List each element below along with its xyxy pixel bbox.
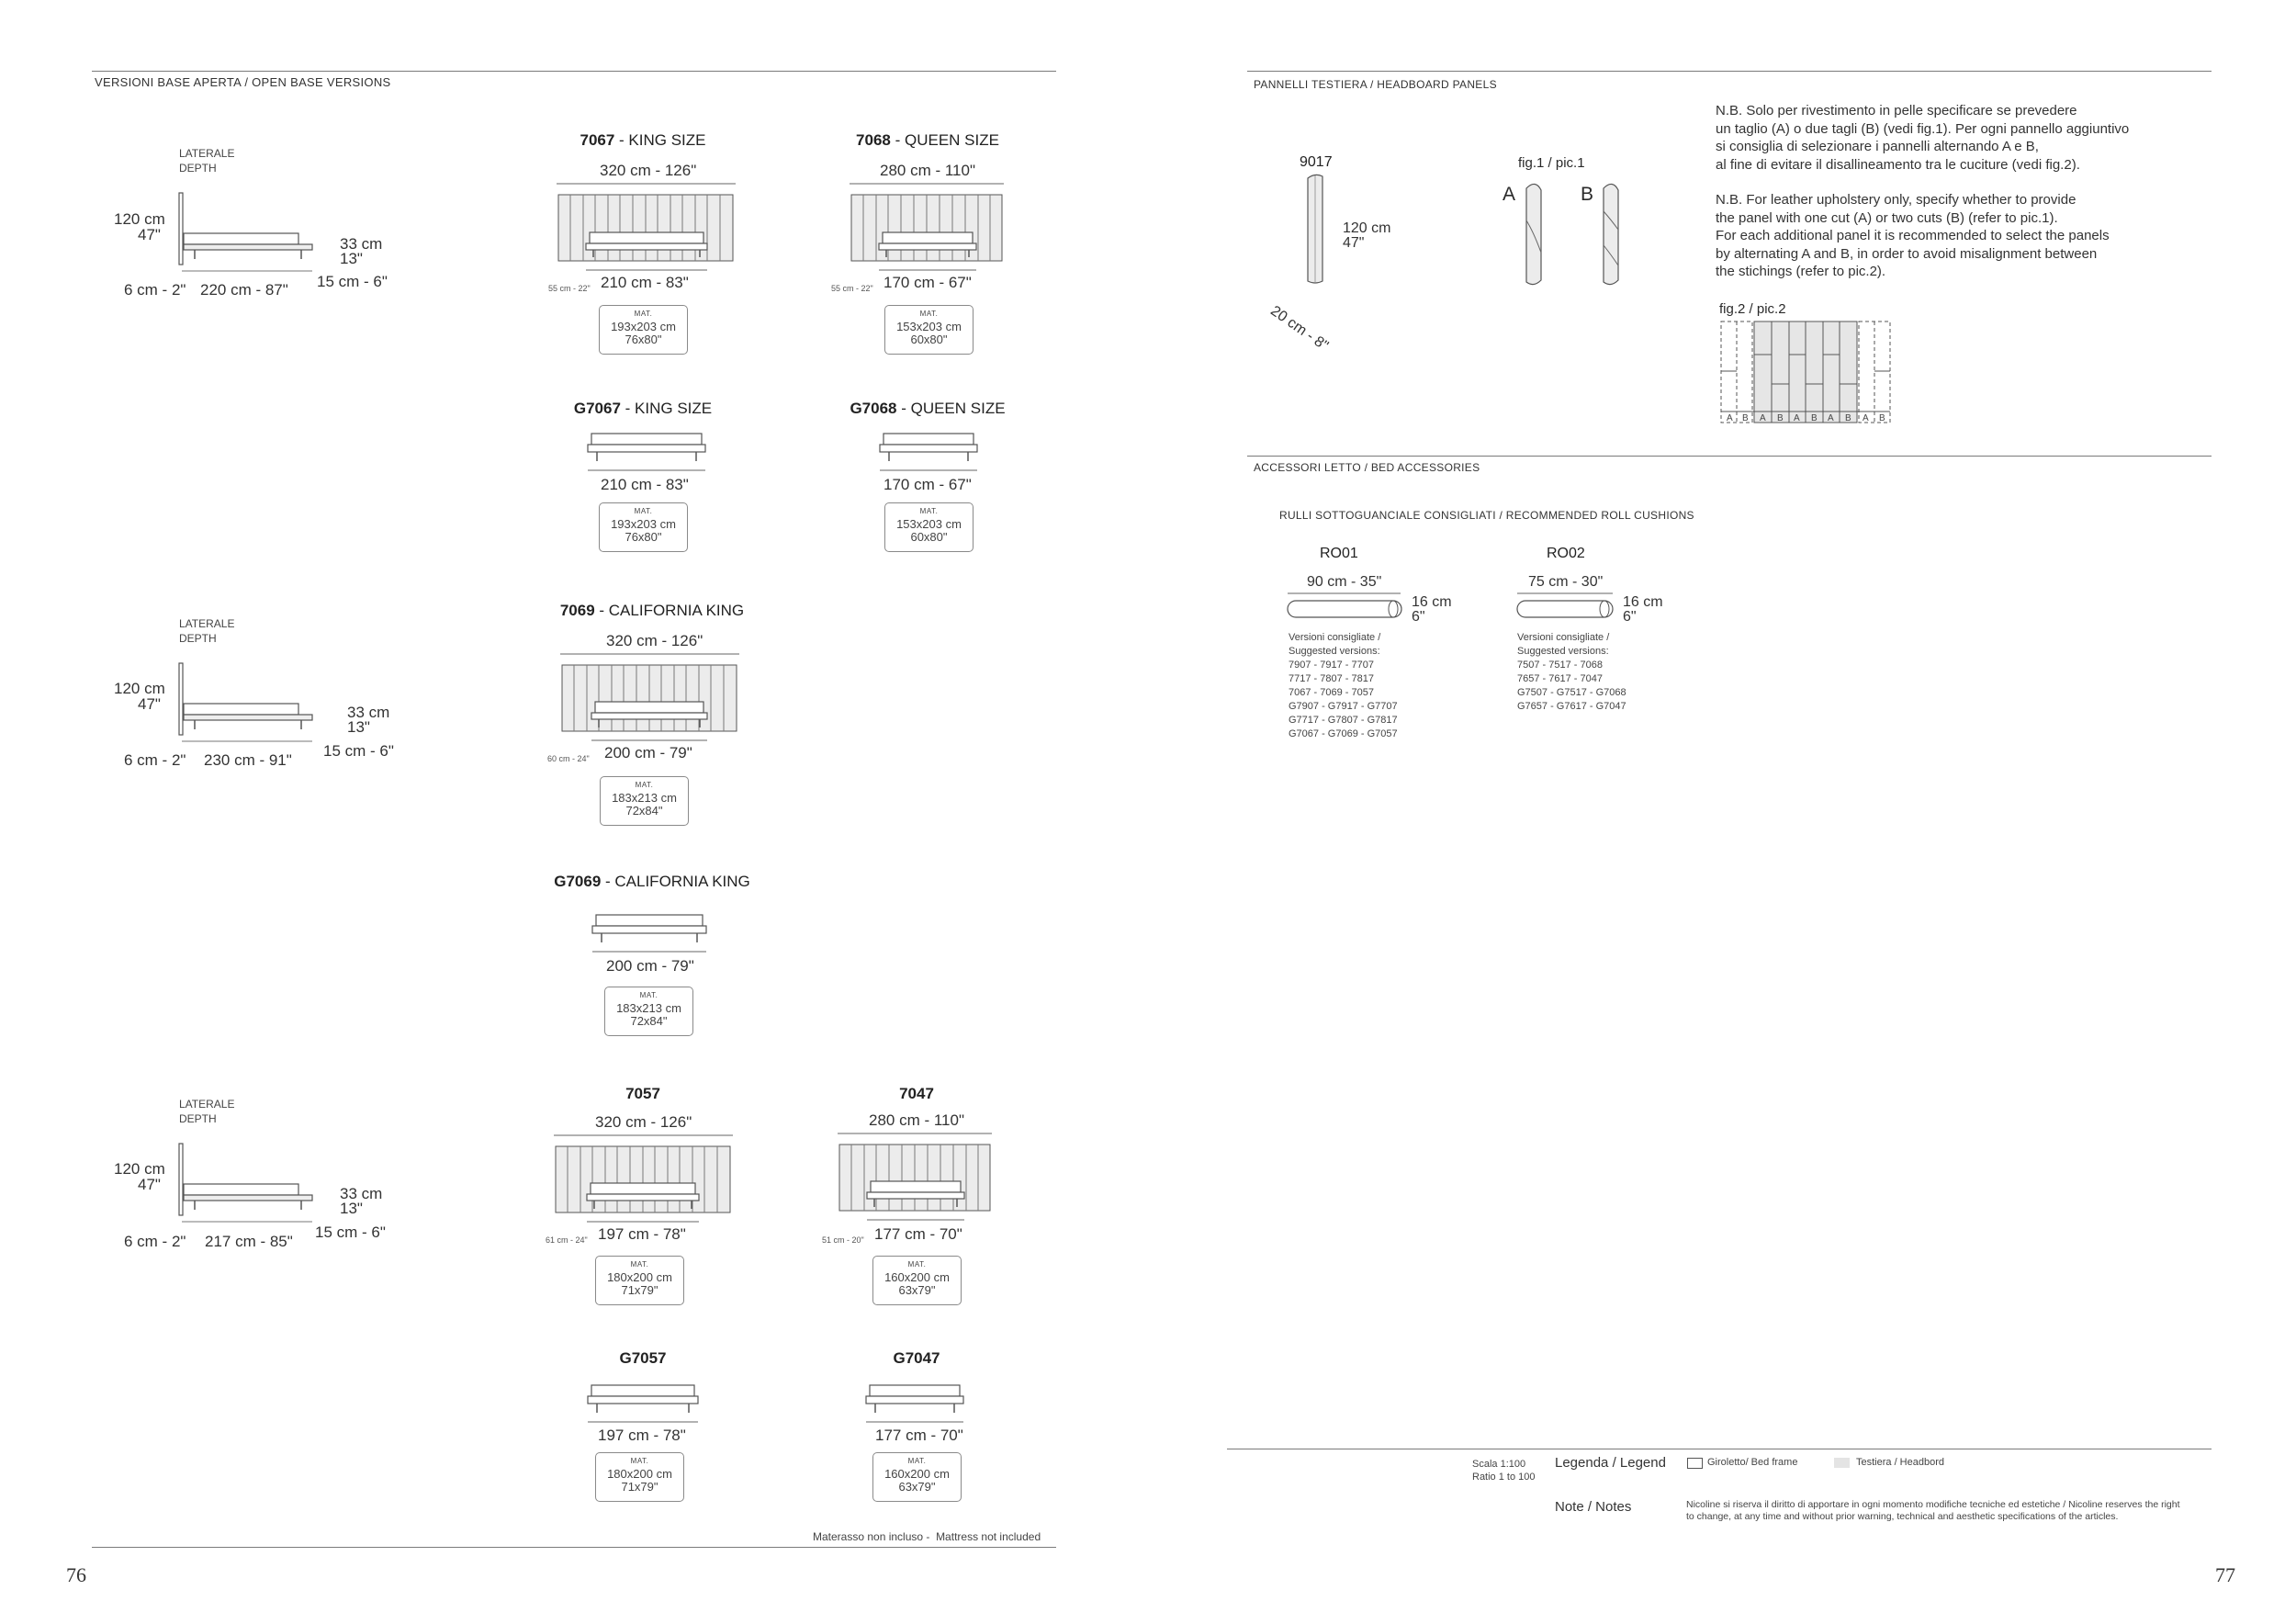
mattress-label: MAT. [635, 781, 654, 789]
disclaimer [1686, 1499, 2180, 1523]
bed-overall: 320 cm - 126" [606, 632, 703, 649]
disclaimer-line: to change, at any time and without prior warning, technical and aesthetic specifications of the articles. [1686, 1511, 2119, 1522]
mattress-box [595, 1256, 684, 1305]
mattress-cm: 183x213 cm [616, 1001, 681, 1015]
mattress-in: 63x79" [898, 1283, 936, 1297]
note-line: For each additional panel it is recommended to select the panels [1716, 228, 2110, 243]
bed-overall: 280 cm - 110" [869, 1111, 964, 1129]
roll-line: Versioni consigliate / [1517, 632, 1610, 643]
roll-line: Suggested versions: [1289, 646, 1380, 657]
mattress-label: MAT. [630, 1457, 649, 1465]
bed-width: 170 cm - 67" [884, 476, 972, 493]
bed-width: 177 cm - 70" [875, 1427, 963, 1444]
bed-width: 210 cm - 83" [601, 476, 689, 493]
roll-drawing [1286, 593, 1405, 621]
side-base-in: 13" [347, 718, 370, 736]
bed-size: - CALIFORNIA KING [594, 602, 745, 619]
fig2-letter: A [1760, 413, 1766, 423]
panel-code: 9017 [1300, 154, 1333, 170]
bed-side-width: 55 cm - 22" [548, 284, 591, 293]
side-height-cm: 120 cm [114, 680, 165, 697]
mattress-label: MAT. [919, 310, 939, 318]
side-label-1: LATERALE [179, 1098, 235, 1111]
roll-dia-in: 6" [1412, 609, 1425, 625]
bed-front-drawing [588, 434, 707, 479]
bed-code: G7067 [573, 400, 621, 417]
note-line: si consiglia di selezionare i pannelli alternando A e B, [1716, 139, 2039, 154]
bed-size: - KING SIZE [614, 131, 706, 149]
bed-overall: 280 cm - 110" [880, 162, 975, 179]
side-base-in: 13" [340, 1200, 363, 1217]
fig1-caption: fig.1 / pic.1 [1518, 155, 1585, 171]
mattress-box [599, 305, 688, 355]
mattress-label: MAT. [630, 1260, 649, 1269]
bed-title [551, 1085, 735, 1103]
fig2-letter: B [1845, 413, 1851, 423]
roll-line: 7717 - 7807 - 7817 [1289, 673, 1374, 684]
side-view-drawing-3 [174, 1144, 321, 1226]
mattress-in: 60x80" [910, 333, 948, 346]
mattress-in: 71x79" [621, 1480, 658, 1494]
side-label-1: LATERALE [179, 617, 235, 630]
mattress-in: 72x84" [625, 804, 663, 818]
note-line: by alternating A and B, in order to avoid misalignment between [1716, 245, 2098, 262]
fig2-letter: A [1794, 413, 1800, 423]
fig1-letter-b: B [1581, 184, 1594, 205]
mattress-cm: 193x203 cm [611, 320, 676, 333]
bed-code: 7069 [559, 602, 595, 619]
mattress-cm: 193x203 cm [611, 517, 676, 531]
note-line: the stichings (refer to pic.2). [1716, 264, 1886, 279]
fig2-letter: A [1828, 413, 1834, 423]
note-line: N.B. Solo per rivestimento in pelle specificare se prevedere [1716, 103, 2077, 118]
mattress-in: 76x80" [625, 333, 662, 346]
headboard-drawing [554, 1135, 737, 1236]
legend-label: Legenda / Legend [1555, 1455, 1666, 1471]
legend-frame-label: Giroletto/ Bed frame [1707, 1457, 1798, 1468]
scale-label: Scala 1:100 [1472, 1459, 1526, 1470]
mattress-in: 60x80" [910, 530, 948, 544]
panel-height-cm: 120 cm [1343, 220, 1391, 236]
mattress-cm: 153x203 cm [896, 517, 962, 531]
roll-dia-cm: 16 cm [1412, 594, 1452, 610]
roll-suggested-versions [1289, 631, 1398, 741]
mattress-box [595, 1452, 684, 1502]
side-head: 6 cm - 2" [124, 751, 186, 769]
ratio-label: Ratio 1 to 100 [1472, 1472, 1536, 1483]
side-length: 220 cm - 87" [200, 281, 288, 299]
bed-title [551, 131, 735, 150]
page-number-left: 76 [66, 1563, 86, 1586]
roll-code: RO02 [1547, 546, 1585, 561]
bed-overall: 320 cm - 126" [600, 162, 697, 179]
bed-code: 7068 [856, 131, 891, 149]
mattress-in: 71x79" [621, 1283, 658, 1297]
mattress-box [884, 502, 974, 552]
mattress-label: MAT. [907, 1260, 927, 1269]
top-rule-left [92, 71, 1056, 72]
bed-width: 177 cm - 70" [874, 1225, 962, 1243]
side-base-cm: 33 cm [340, 235, 383, 253]
headboard-drawing [560, 654, 744, 755]
panel-height-in: 47" [1343, 235, 1365, 251]
side-view-drawing-1 [174, 193, 321, 276]
bed-title [836, 131, 1019, 150]
roll-line: G7657 - G7617 - G7047 [1517, 701, 1626, 712]
bed-code: 7067 [580, 131, 615, 149]
side-head: 6 cm - 2" [124, 1233, 186, 1250]
fig1-letter-a: A [1503, 184, 1516, 205]
note-line: N.B. For leather upholstery only, specify whether to provide [1716, 192, 2077, 208]
side-height-in: 47" [138, 695, 161, 713]
note-line: al fine di evitare il disallineamento tra le cuciture (vedi fig.2). [1716, 156, 2080, 173]
side-length: 217 cm - 85" [205, 1233, 293, 1250]
bed-title [836, 400, 1019, 418]
mattress-cm: 153x203 cm [896, 320, 962, 333]
side-leg: 15 cm - 6" [317, 273, 388, 290]
mattress-cm: 180x200 cm [607, 1467, 672, 1481]
note-english [1716, 191, 2110, 281]
panel-drawing [1304, 173, 1341, 292]
mattress-box [872, 1256, 962, 1305]
bed-size: - CALIFORNIA KING [601, 873, 750, 890]
roll-line: Suggested versions: [1517, 646, 1609, 657]
bed-width: 200 cm - 79" [604, 744, 692, 761]
bed-title [551, 873, 753, 891]
fig2-letter: A [1863, 413, 1869, 423]
panel-width: 20 cm - 8" [1267, 303, 1332, 355]
mattress-box [872, 1452, 962, 1502]
roll-line: 7907 - 7917 - 7707 [1289, 660, 1374, 671]
bed-width: 200 cm - 79" [606, 957, 694, 975]
roll-line: G7717 - G7807 - G7817 [1289, 715, 1398, 726]
note-line: the panel with one cut (A) or two cuts (B) (refer to pic.1). [1716, 209, 2058, 226]
top-rule-right [1247, 71, 2212, 72]
side-head: 6 cm - 2" [124, 281, 186, 299]
mattress-box [884, 305, 974, 355]
bottom-rule-left [92, 1547, 1056, 1548]
bed-title [825, 1349, 1008, 1368]
fig2-letter: A [1727, 413, 1733, 423]
bed-width: 170 cm - 67" [884, 274, 972, 291]
fig2-letter: B [1742, 413, 1749, 423]
bed-size: - QUEEN SIZE [890, 131, 999, 149]
bed-code: 7057 [625, 1085, 660, 1102]
roll-suggested-versions [1517, 631, 1626, 714]
side-height-in: 47" [138, 1176, 161, 1193]
side-label-2: DEPTH [179, 162, 217, 175]
bed-side-width: 51 cm - 20" [822, 1235, 864, 1245]
roll-line: G7507 - G7517 - G7068 [1517, 687, 1626, 698]
side-label-2: DEPTH [179, 1112, 217, 1125]
mattress-label: MAT. [919, 507, 939, 515]
mattress-box [604, 987, 693, 1036]
note-line: un taglio (A) o due tagli (B) (vedi fig.1). Per ogni pannello aggiuntivo [1716, 120, 2130, 137]
fig2-letter: B [1879, 413, 1885, 423]
roll-line: 7507 - 7517 - 7068 [1517, 660, 1603, 671]
bed-side-width: 60 cm - 24" [547, 754, 590, 763]
side-label-1: LATERALE [179, 147, 235, 160]
bed-size: - QUEEN SIZE [896, 400, 1006, 417]
roll-code: RO01 [1320, 546, 1358, 561]
bed-code: 7047 [899, 1085, 934, 1102]
roll-dia-cm: 16 cm [1623, 594, 1663, 610]
accessories-rule [1247, 456, 2212, 457]
bed-front-drawing [592, 915, 712, 961]
side-height-in: 47" [138, 226, 161, 243]
side-height-cm: 120 cm [114, 210, 165, 228]
legend-frame-swatch [1687, 1458, 1703, 1469]
fig2-letter: B [1811, 413, 1818, 423]
roll-line: G7067 - G7069 - G7057 [1289, 728, 1398, 739]
mattress-in: 76x80" [625, 530, 662, 544]
fig1-panel-a-drawing [1523, 179, 1550, 289]
bed-width: 197 cm - 78" [598, 1427, 686, 1444]
roll-line: G7907 - G7917 - G7707 [1289, 701, 1398, 712]
bed-size: - KING SIZE [620, 400, 713, 417]
mattress-box [600, 776, 689, 826]
fig2-caption: fig.2 / pic.2 [1719, 301, 1786, 317]
mattress-label: MAT. [634, 310, 653, 318]
roll-drawing [1515, 593, 1616, 621]
section-title-open-base: VERSIONI BASE APERTA / OPEN BASE VERSIONS [95, 75, 391, 89]
side-leg: 15 cm - 6" [315, 1224, 386, 1241]
side-label-2: DEPTH [179, 632, 217, 645]
bed-width: 210 cm - 83" [601, 274, 689, 291]
bed-title [551, 400, 735, 418]
side-leg: 15 cm - 6" [323, 742, 394, 760]
bed-side-width: 55 cm - 22" [831, 284, 873, 293]
headboard-drawing [557, 184, 736, 276]
bed-front-drawing [866, 1385, 967, 1431]
headboard-drawing [838, 1133, 994, 1235]
mattress-label: MAT. [639, 991, 658, 999]
bed-overall: 320 cm - 126" [595, 1113, 692, 1131]
bed-code: G7068 [850, 400, 897, 417]
bed-title [551, 1349, 735, 1368]
roll-line: Versioni consigliate / [1289, 632, 1381, 643]
bed-code: G7047 [893, 1349, 940, 1367]
side-base-cm: 33 cm [347, 704, 390, 721]
mattress-in: 63x79" [898, 1480, 936, 1494]
disclaimer-line: Nicoline si riserva il diritto di apportare in ogni momento modifiche tecniche ed estetiche / Nicoline reserves the right [1686, 1499, 2180, 1510]
side-length: 230 cm - 91" [204, 751, 292, 769]
section-title-accessories: ACCESSORI LETTO / BED ACCESSORIES [1254, 461, 1480, 474]
bed-code: G7069 [554, 873, 602, 890]
note-italian [1716, 102, 2129, 174]
side-view-drawing-2 [174, 663, 321, 746]
legend-headboard-swatch [1834, 1458, 1850, 1468]
mattress-label: MAT. [907, 1457, 927, 1465]
mattress-cm: 180x200 cm [607, 1270, 672, 1284]
bed-code: G7057 [619, 1349, 667, 1367]
roll-line: 7657 - 7617 - 7047 [1517, 673, 1603, 684]
bed-width: 197 cm - 78" [598, 1225, 686, 1243]
headboard-drawing [850, 184, 1006, 276]
mattress-box [599, 502, 688, 552]
roll-line: 7067 - 7069 - 7057 [1289, 687, 1374, 698]
bed-side-width: 61 cm - 24" [546, 1235, 588, 1245]
roll-length: 75 cm - 30" [1528, 574, 1604, 590]
fig2-letter: B [1777, 413, 1784, 423]
fig1-panel-b-drawing [1600, 179, 1627, 289]
notes-label: Note / Notes [1555, 1499, 1632, 1515]
bed-front-drawing [880, 434, 981, 479]
roll-cushions-title: RULLI SOTTOGUANCIALE CONSIGLIATI / RECOMMENDED ROLL CUSHIONS [1279, 509, 1694, 522]
bed-title [825, 1085, 1008, 1103]
bed-title [551, 602, 753, 620]
page-number-right: 77 [2215, 1563, 2235, 1586]
bed-front-drawing [588, 1385, 707, 1431]
roll-dia-in: 6" [1623, 609, 1637, 625]
section-title-headboard-panels: PANNELLI TESTIERA / HEADBOARD PANELS [1254, 78, 1497, 91]
side-height-cm: 120 cm [114, 1160, 165, 1178]
mattress-label: MAT. [634, 507, 653, 515]
side-base-in: 13" [340, 250, 363, 267]
mattress-not-included-note: Materasso non incluso - Mattress not included [813, 1530, 1041, 1543]
mattress-in: 72x84" [630, 1014, 668, 1028]
legend-headboard-label: Testiera / Headbord [1856, 1457, 1944, 1468]
mattress-cm: 183x213 cm [612, 791, 677, 805]
roll-length: 90 cm - 35" [1307, 574, 1382, 590]
mattress-cm: 160x200 cm [884, 1270, 950, 1284]
mattress-cm: 160x200 cm [884, 1467, 950, 1481]
side-base-cm: 33 cm [340, 1185, 383, 1202]
